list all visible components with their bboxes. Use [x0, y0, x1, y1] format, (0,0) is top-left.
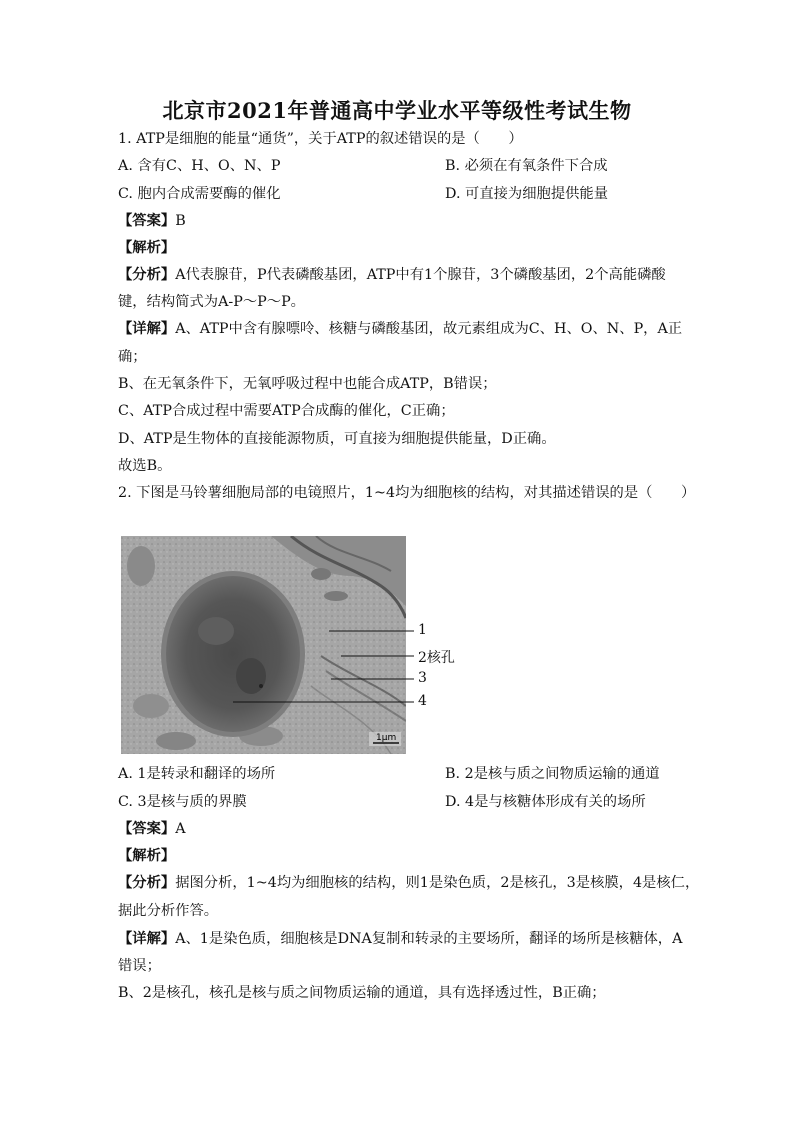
q1-fenxi-text-1: A代表腺苷，P代表磷酸基团，ATP中有1个腺苷，3个磷酸基团，2个高能磷酸 [175, 267, 666, 283]
q1-xiangjie-line-1 [118, 318, 682, 338]
q2-option-b: B. 2是核与质之间物质运输的通道 [445, 766, 660, 782]
micrograph-image [121, 536, 406, 754]
q2-xiangjie-line-1 [118, 928, 682, 948]
q2-option-d: D. 4是与核糖体形成有关的场所 [445, 794, 646, 810]
q2-xiangjie-text-1: A、1是染色质，细胞核是DNA复制和转录的主要场所，翻译的场所是核糖体，A [175, 931, 683, 947]
q2-analysis-heading [118, 845, 175, 865]
q1-line-c: C、ATP合成过程中需要ATP合成酶的催化，C正确； [118, 403, 455, 419]
analysis-tag: 【解析】 [118, 240, 176, 256]
q2-fenxi-line-2: 据此分析作答。 [118, 903, 219, 919]
q2-option-a: A. 1是转录和翻译的场所 [118, 766, 276, 782]
q2-option-c: C. 3是核与质的界膜 [118, 794, 247, 810]
q2-answer [118, 818, 186, 838]
page-title: 北京市2021年普通高中学业水平等级性考试生物 [162, 98, 632, 123]
q1-xiangjie-line-2: 确； [118, 349, 147, 365]
q1-option-d: D. 可直接为细胞提供能量 [445, 186, 609, 202]
q1-option-c: C. 胞内合成需要酶的催化 [118, 186, 281, 202]
q2-xiangjie-line-2: 错误； [118, 958, 161, 974]
figure-label-4: 4 [418, 693, 427, 709]
answer-tag: 【答案】 [118, 821, 176, 837]
q1-xiangjie-text-1: A、ATP中含有腺嘌呤、核糖与磷酸基团，故元素组成为C、H、O、N、P，A正 [175, 321, 683, 337]
q1-fenxi-line-1 [118, 264, 666, 284]
q1-line-b: B、在无氧条件下，无氧呼吸过程中也能合成ATP，B错误； [118, 376, 497, 392]
q1-fenxi-line-2: 键，结构简式为A-P～P～P。 [118, 294, 305, 310]
answer-tag: 【答案】 [118, 213, 176, 229]
q1-option-b: B. 必须在有氧条件下合成 [445, 158, 608, 174]
fenxi-tag: 【分析】 [118, 875, 176, 891]
analysis-tag: 【解析】 [118, 848, 176, 864]
q2-fenxi-line-1 [118, 872, 699, 892]
q2-line-b: B、2是核孔，核孔是核与质之间物质运输的通道，具有选择透过性，B正确； [118, 985, 606, 1001]
scale-bar-label: 1μm [376, 733, 397, 743]
q1-analysis-heading [118, 237, 175, 257]
xiangjie-tag: 【详解】 [118, 321, 176, 337]
q1-option-a: A. 含有C、H、O、N、P [118, 158, 281, 174]
q2-fenxi-text-1: 据图分析，1~4均为细胞核的结构，则1是染色质，2是核孔，3是核膜，4是核仁， [175, 875, 700, 891]
q2-stem: 2. 下图是马铃薯细胞局部的电镜照片，1~4均为细胞核的结构，对其描述错误的是（ ） [118, 485, 696, 501]
q1-answer [118, 210, 186, 230]
figure-label-2: 2核孔 [418, 650, 455, 666]
fenxi-tag: 【分析】 [118, 267, 176, 283]
q2-answer-value: A [175, 821, 186, 837]
figure-label-3: 3 [418, 670, 427, 686]
q1-conclusion: 故选B。 [118, 458, 172, 474]
xiangjie-tag: 【详解】 [118, 931, 176, 947]
figure-label-1: 1 [418, 622, 427, 638]
electron-micrograph [121, 536, 406, 754]
q1-line-d: D、ATP是生物体的直接能源物质，可直接为细胞提供能量，D正确。 [118, 431, 556, 447]
q1-stem: 1. ATP是细胞的能量“通货”，关于ATP的叙述错误的是（ ） [118, 131, 523, 147]
q1-answer-value: B [175, 213, 186, 229]
